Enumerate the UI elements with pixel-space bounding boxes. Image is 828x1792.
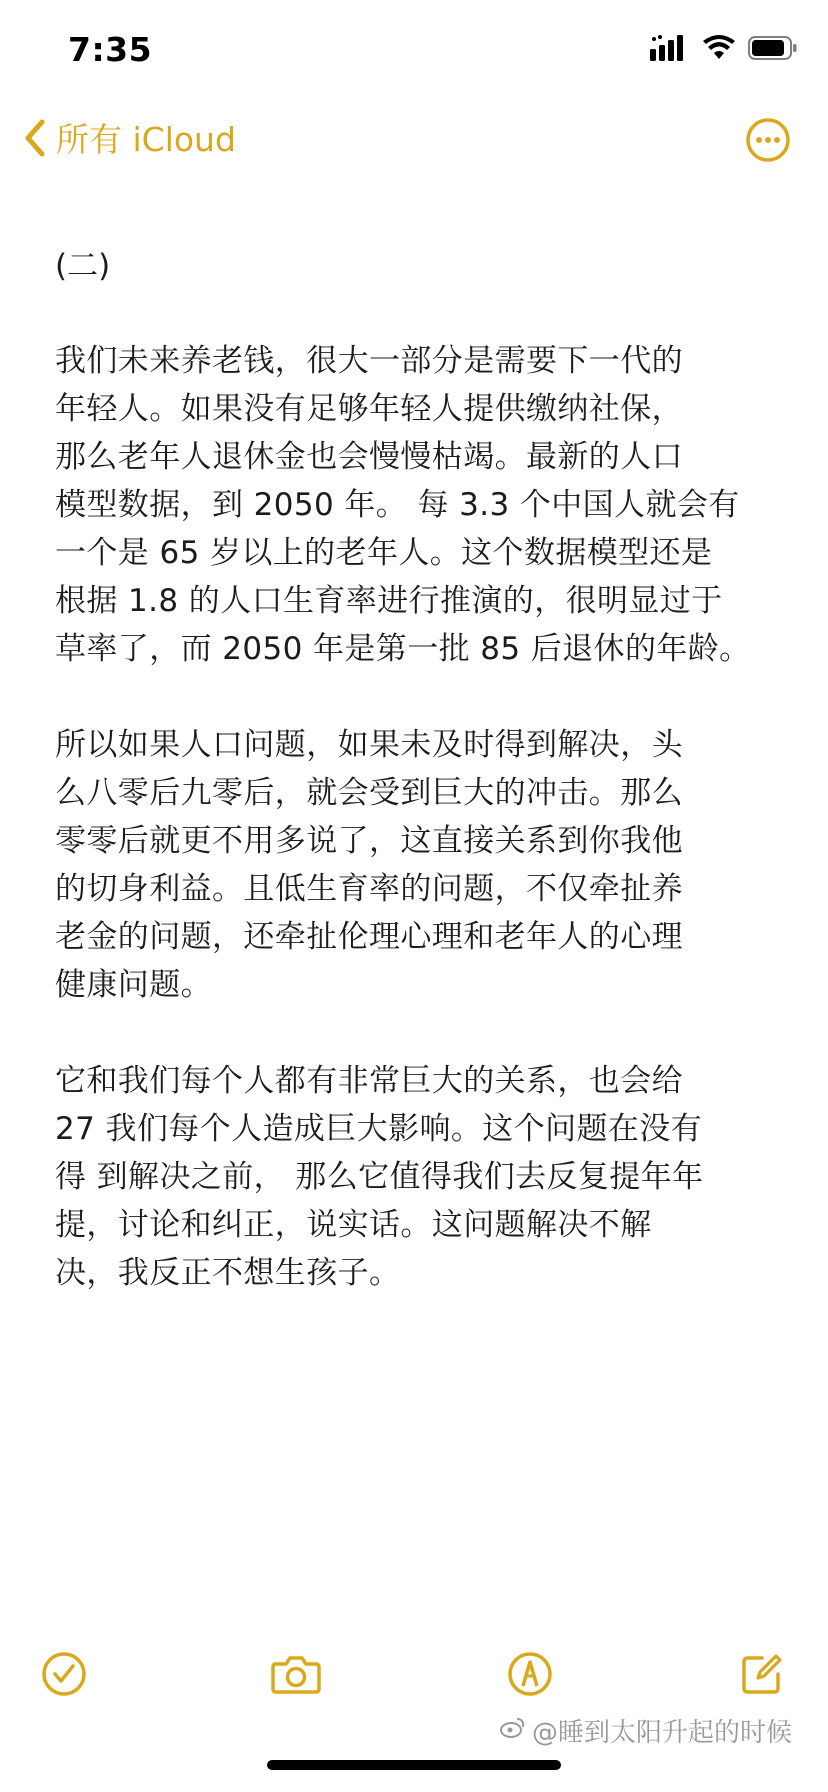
- note-line: 它和我们每个人都有非常巨大的关系，也会给: [55, 1063, 683, 1099]
- markup-pen-icon: [506, 1650, 554, 1698]
- note-paragraph: [55, 1057, 785, 1297]
- more-ellipsis-icon: [744, 116, 792, 164]
- markup-button[interactable]: [506, 1650, 554, 1698]
- note-paragraph: [55, 337, 785, 673]
- back-label: 所有 iCloud: [56, 120, 236, 159]
- note-line: 么八零后九零后，就会受到巨大的冲击。那么: [55, 775, 683, 811]
- note-line: 提，讨论和纠正，说实话。这问题解决不解: [55, 1207, 652, 1243]
- note-line: 年轻人。如果没有足够年轻人提供缴纳社保，: [55, 391, 683, 427]
- bottom-toolbar: [0, 1644, 828, 1714]
- watermark-text: @睡到太阳升起的时候: [532, 1718, 793, 1748]
- chevron-left-icon: [22, 118, 48, 162]
- note-line: 根据 1.8 的人口生育率进行推演的，很明显过于: [55, 583, 723, 619]
- note-body[interactable]: [55, 242, 785, 1345]
- battery-icon: [748, 35, 798, 65]
- note-line: 一个是 65 岁以上的老年人。这个数据模型还是: [55, 535, 713, 571]
- weibo-logo-icon: [500, 1715, 526, 1746]
- checklist-button[interactable]: [40, 1650, 88, 1698]
- status-time: 7:35: [68, 30, 153, 69]
- nav-bar: [0, 100, 828, 180]
- note-line: 所以如果人口问题，如果未及时得到解决，头: [55, 727, 683, 763]
- status-bar: [0, 0, 828, 96]
- note-line: 健康问题。: [55, 967, 212, 1003]
- watermark: [500, 1712, 792, 1749]
- note-line: 得 到解决之前， 那么它值得我们去反复提年年: [55, 1159, 704, 1195]
- note-line: 的切身利益。且低生育率的问题，不仅牵扯养: [55, 871, 683, 907]
- wifi-icon: [702, 35, 736, 65]
- more-button[interactable]: [744, 116, 792, 164]
- compose-icon: [738, 1650, 786, 1698]
- compose-button[interactable]: [738, 1650, 786, 1698]
- note-line: 老金的问题，还牵扯伦理心理和老年人的心理: [55, 919, 683, 955]
- back-button[interactable]: [22, 118, 236, 162]
- camera-button[interactable]: [270, 1650, 318, 1698]
- note-line: 那么老年人退休金也会慢慢枯竭。最新的人口: [55, 439, 683, 475]
- note-line: 27 我们每个人造成巨大影响。这个问题在没有: [55, 1111, 703, 1147]
- note-line: 模型数据，到 2050 年。 每 3.3 个中国人就会有: [55, 487, 740, 523]
- home-indicator[interactable]: [267, 1760, 561, 1770]
- checklist-icon: [40, 1650, 88, 1698]
- status-icons: [650, 36, 798, 64]
- note-line: 草率了，而 2050 年是第一批 85 后退休的年龄。: [55, 631, 751, 667]
- note-line: 决，我反正不想生孩子。: [55, 1255, 401, 1291]
- camera-icon: [270, 1650, 322, 1698]
- signal-bars-icon: [650, 35, 690, 65]
- note-paragraph: [55, 721, 785, 1009]
- note-heading: (二): [55, 248, 111, 284]
- note-line: 零零后就更不用多说了，这直接关系到你我他: [55, 823, 683, 859]
- note-line: 我们未来养老钱，很大一部分是需要下一代的: [55, 343, 683, 379]
